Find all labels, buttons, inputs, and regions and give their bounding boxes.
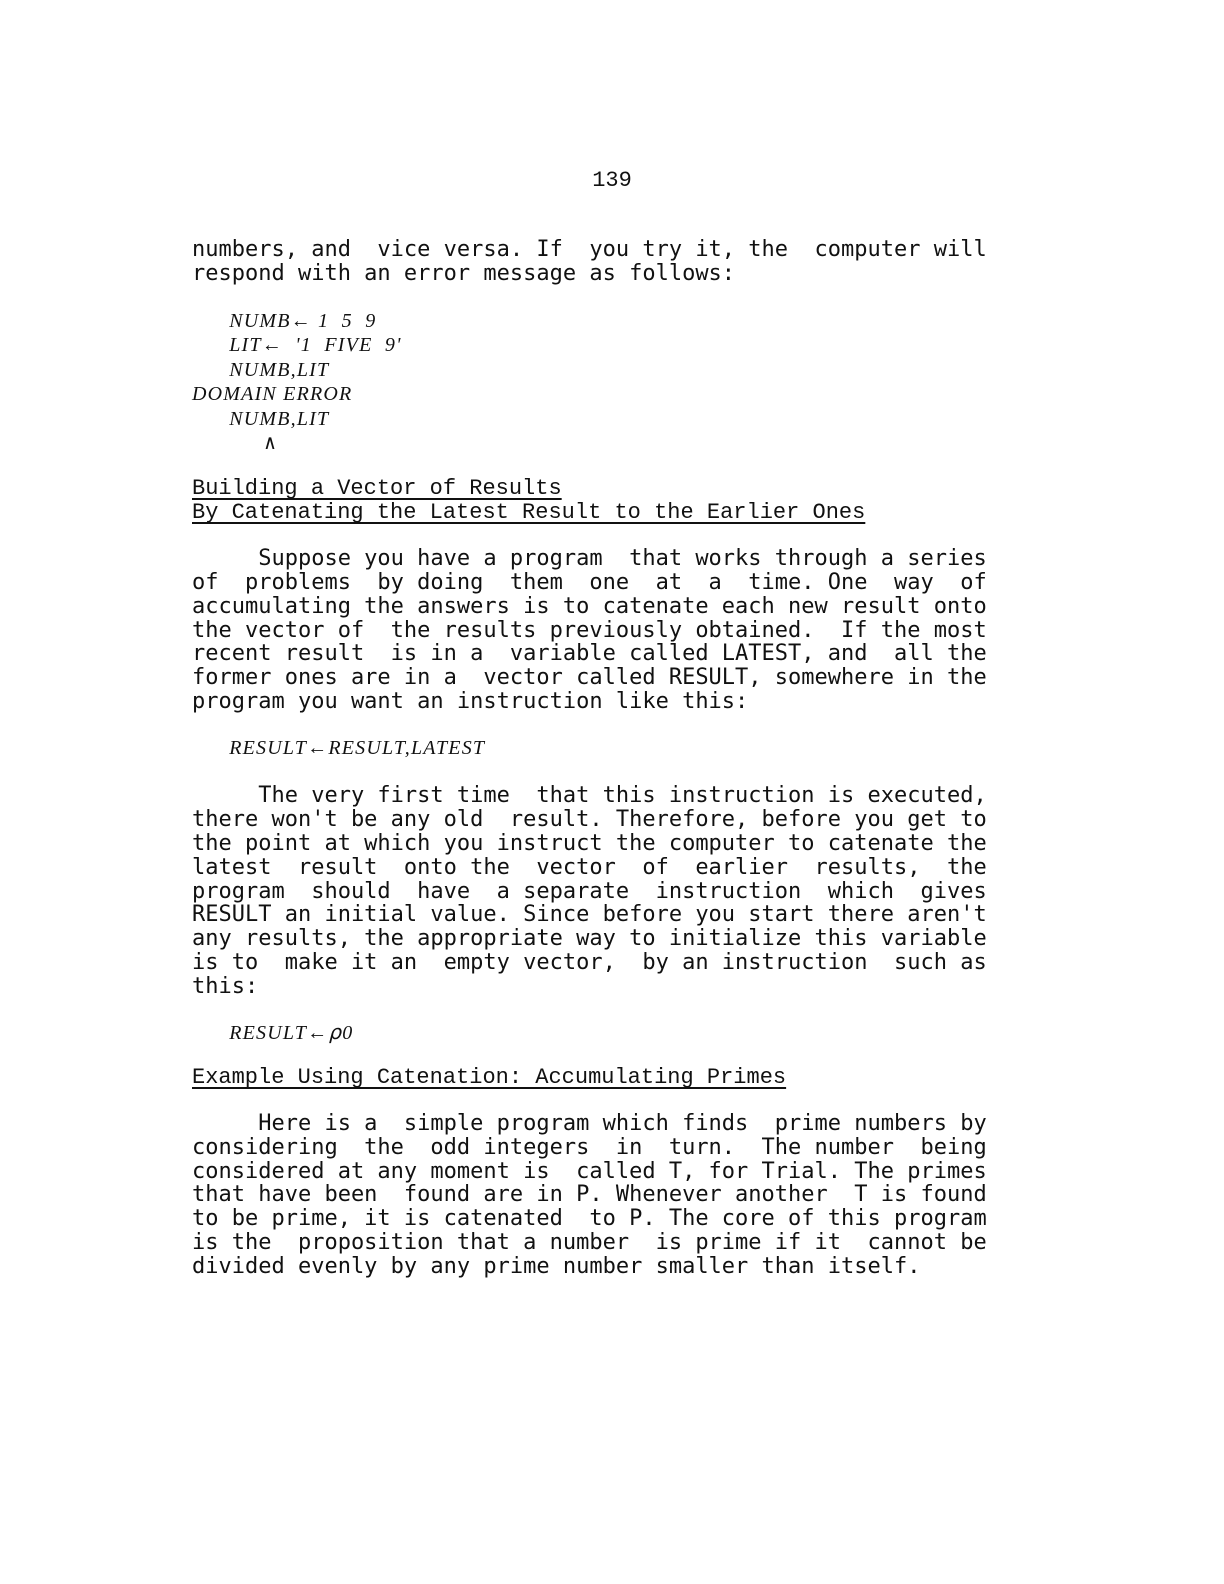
code-line: LIT← '1 FIVE 9' <box>192 334 402 357</box>
heading-line: Building a Vector of Results <box>192 476 562 502</box>
text-line: The very first time that this instruction is executed, <box>192 783 987 809</box>
heading-line: Example Using Catenation: Accumulating Primes <box>192 1065 787 1091</box>
text-line: Here is a simple program which finds prime numbers by <box>192 1111 987 1137</box>
text-line: the vector of the results previously obtained. If the most <box>192 617 987 643</box>
section-heading-primes <box>192 1067 1054 1089</box>
text-line: considering the odd integers in turn. The number being <box>192 1134 987 1160</box>
text-line: numbers, and vice versa. If you try it, the computer will <box>192 237 987 262</box>
building-paragraph-2 <box>192 784 1054 998</box>
text-line: program you want an instruction like this: <box>192 688 749 714</box>
building-paragraph-1 <box>192 547 1054 714</box>
code-catenate-instruction: RESULT←RESULT,LATEST <box>192 736 486 759</box>
text-line: considered at any moment is called T, for Trial. The primes <box>192 1158 987 1184</box>
text-line: this: <box>192 973 259 999</box>
code-line: NUMB,LIT <box>192 358 330 381</box>
text-line: the point at which you instruct the computer to catenate the <box>192 830 987 856</box>
primes-paragraph <box>192 1112 1054 1279</box>
text-line: divided evenly by any prime number smaller than itself. <box>192 1253 921 1279</box>
text-line: RESULT an initial value. Since before you start there aren't <box>192 902 987 928</box>
intro-paragraph <box>192 238 1054 286</box>
error-message: DOMAIN ERROR <box>192 383 353 406</box>
section-heading-building <box>192 478 1054 524</box>
text-line: recent result is in a variable called LATEST, and all the <box>192 641 987 667</box>
text-line: that have been found are in P. Whenever another T is found <box>192 1182 987 1208</box>
text-line: program should have a separate instruction which gives <box>192 878 987 904</box>
text-line: latest result onto the vector of earlier results, the <box>192 854 987 880</box>
text-line: is the proposition that a number is prime if it cannot be <box>192 1230 987 1256</box>
text-line: of problems by doing them one at a time. One way of <box>192 569 987 595</box>
text-line: Suppose you have a program that works through a series <box>192 546 987 572</box>
heading-line: By Catenating the Latest Result to the Earlier Ones <box>192 500 866 526</box>
text-line: accumulating the answers is to catenate each new result onto <box>192 593 987 619</box>
text-line: to be prime, it is catenated to P. The core of this program <box>192 1206 987 1232</box>
text-line: any results, the appropriate way to initialize this variable <box>192 926 987 952</box>
error-caret: ∧ <box>192 432 277 456</box>
text-line: is to make it an empty vector, by an instruction such as <box>192 949 987 975</box>
page-content <box>192 238 1054 1279</box>
text-line: former ones are in a vector called RESULT, somewhere in the <box>192 665 987 691</box>
error-example-code <box>192 310 1054 457</box>
text-line: respond with an error message as follows: <box>192 260 736 286</box>
code-initialize-instruction: RESULT←⍴0 <box>192 1021 354 1044</box>
code-line: NUMB,LIT <box>192 407 330 430</box>
text-line: there won't be any old result. Therefore, before you get to <box>192 807 987 833</box>
page-number: 139 <box>592 168 632 193</box>
code-line: NUMB← 1 5 9 <box>192 309 377 332</box>
